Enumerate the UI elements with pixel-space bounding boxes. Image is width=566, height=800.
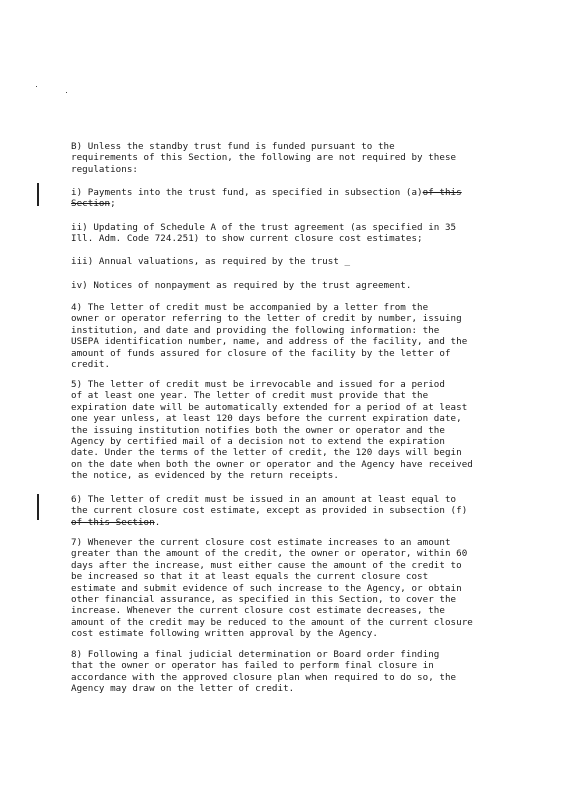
- paragraph-6-end: .: [154, 516, 161, 528]
- paragraph-7: 7) Whenever the current closure cost estimate increases to an amount greater than the amount of the credit, the owner or operator, within 60 days after the increase, must either cause the amount of the credit to be increased so that it at least equals the current closure cost estimate and submit evidence of such increase to the Agency, or obtain other financial assurance, as specified in this Section, to cover the increase. Whenever the current closure cost estimate decreases, the amount of the credit may be reduced to the amount of the current closure cost estimate following written approval by the Agency.: [71, 537, 473, 640]
- strikethrough-text: of this Section: [71, 516, 155, 528]
- paragraph-5: 5) The letter of credit must be irrevocable and issued for a period of at least one year. The letter of credit must provide that the expiration date will be automatically extended for a period of at least one year unless, at least 120 days before the current expiration date, the issuing institution notifies both the owner or operator and the Agency by certified mail of a decision not to extend the expiration date. Under the terms of the letter of credit, the 120 days will begin on the date when both the owner or operator and the Agency have received the notice, as evidenced by the return receipts.: [71, 379, 473, 482]
- paragraph-i-end: ;: [110, 198, 116, 210]
- paragraph-iii: iii) Annual valuations, as required by the trust _: [71, 256, 351, 267]
- paragraph-ii: ii) Updating of Schedule A of the trust agreement (as specified in 35 Ill. Adm. Code 724.251) to show current closure cost estimates;: [71, 222, 457, 245]
- scan-speck: [66, 92, 67, 93]
- paragraph-4: 4) The letter of credit must be accompanied by a letter from the owner or operator referring to the letter of credit by number, issuing institution, and date and providing the following information: the USEPA identification number, name, and address of the facility, and the amount of funds assured for closure of the facility by the letter of credit.: [71, 302, 468, 371]
- paragraph-6-text: 6) The letter of credit must be issued in an amount at least equal to the current closure cost estimate, except as provided in subsection (f): [71, 494, 468, 517]
- paragraph-i: [71, 187, 511, 210]
- revision-bar: [37, 494, 39, 520]
- paragraph-i-text: i) Payments into the trust fund, as specified in subsection (a): [71, 187, 423, 198]
- paragraph-8: 8) Following a final judicial determination or Board order finding that the owner or operator has failed to perform final closure in accordance with the approved closure plan when required to do so, the Agency may draw on the letter of credit.: [71, 649, 457, 695]
- strikethrough-text: of this Section: [71, 187, 462, 210]
- revision-bar: [37, 183, 39, 206]
- scan-speck: [36, 86, 37, 87]
- paragraph-6: [71, 494, 511, 528]
- paragraph-iv: iv) Notices of nonpayment as required by the trust agreement.: [71, 280, 412, 291]
- paragraph-b: B) Unless the standby trust fund is funded pursuant to the requirements of this Section, the following are not required by these regulations:: [71, 141, 457, 175]
